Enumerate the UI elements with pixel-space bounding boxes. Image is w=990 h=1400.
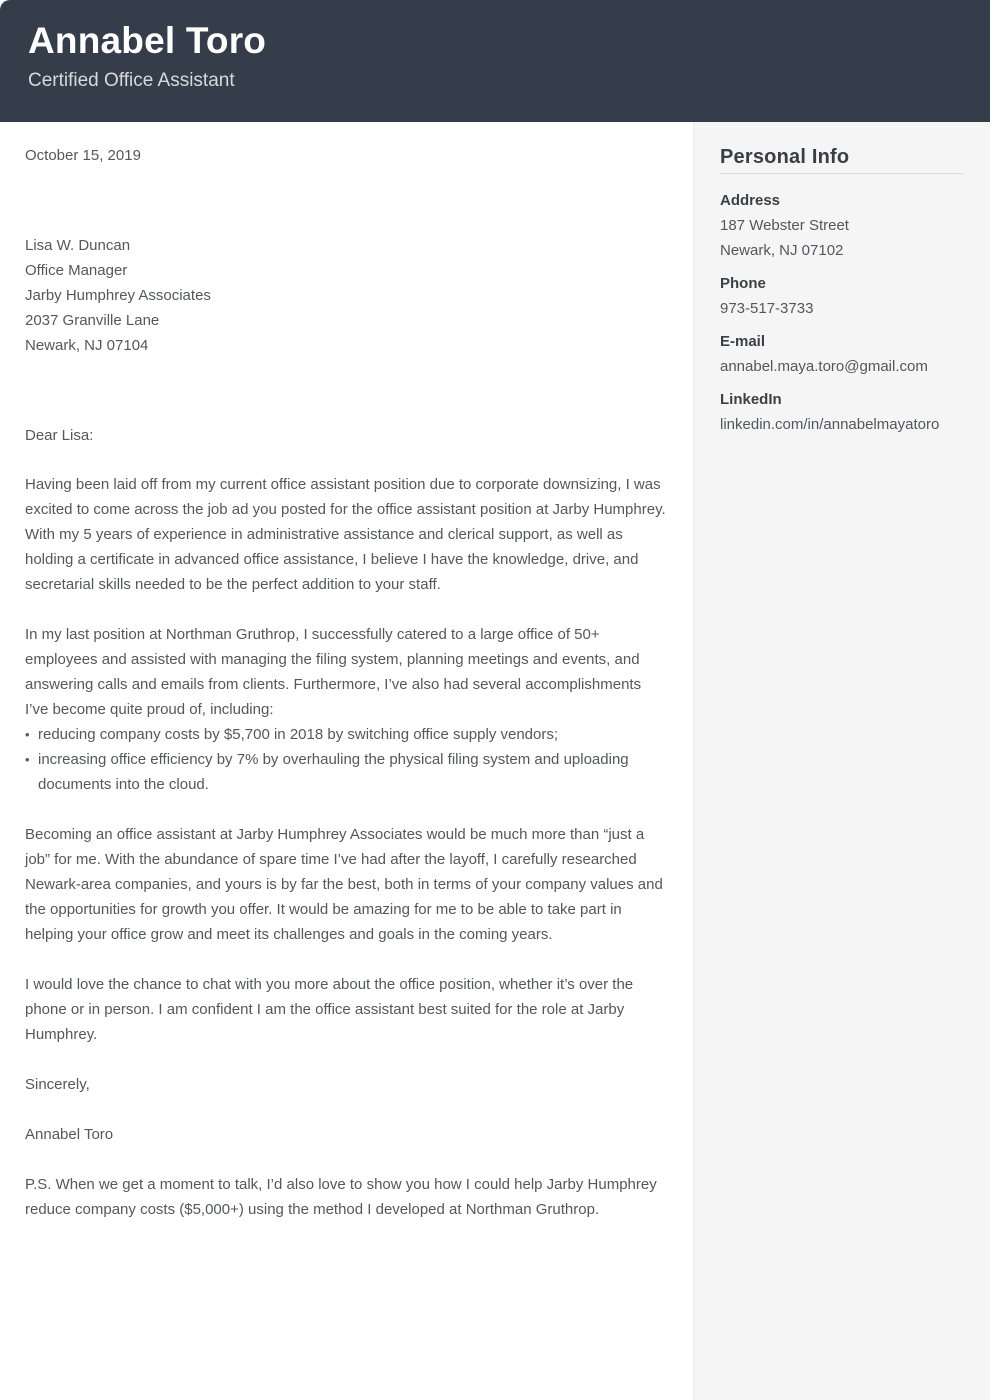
salutation: Dear Lisa: bbox=[25, 427, 94, 444]
recipient-city: Newark, NJ 07104 bbox=[25, 337, 149, 354]
info-group-phone bbox=[720, 271, 963, 321]
list-item bbox=[25, 747, 668, 797]
info-value: 187 Webster Street bbox=[720, 217, 849, 234]
closing: Sincerely, bbox=[25, 1076, 90, 1093]
applicant-name: Annabel Toro bbox=[28, 20, 267, 61]
applicant-job-title: Certified Office Assistant bbox=[28, 70, 235, 91]
info-group-linkedin bbox=[720, 387, 963, 437]
info-group-address bbox=[720, 188, 963, 263]
list-item-text: reducing company costs by $5,700 in 2018 by switching office supply vendors; bbox=[38, 726, 559, 743]
info-label: Phone bbox=[720, 275, 766, 292]
list-item bbox=[25, 722, 668, 747]
letter-body-wrap bbox=[0, 122, 990, 1400]
info-label: E-mail bbox=[720, 333, 766, 350]
paragraph-call-to-action: I would love the chance to chat with you more about the office position, whether it’s over the phone or in person. I am confident I am the office assistant best suited for the role at Jarby Humphrey. bbox=[25, 976, 634, 1043]
info-value: annabel.maya.toro@gmail.com bbox=[720, 358, 928, 375]
postscript: P.S. When we get a moment to talk, I’d also love to show you how I could help Jarby Humphrey reduce company costs ($5,000+) using the method I developed at Northman Gruthrop. bbox=[25, 1176, 657, 1218]
sidebar-heading: Personal Info bbox=[720, 146, 850, 168]
bullet-icon: • bbox=[25, 752, 30, 767]
recipient-company: Jarby Humphrey Associates bbox=[25, 287, 211, 304]
recipient-block bbox=[25, 233, 668, 358]
signature-name: Annabel Toro bbox=[25, 1126, 114, 1143]
paragraph-motivation: Becoming an office assistant at Jarby Humphrey Associates would be much more than “just a job” for me. With the abundance of spare time I’ve had after the layoff, I carefully researched Newark-area companies, and yours is by far the best, both in terms of your company values and the opportunities for growth you offer. It would be amazing for me to be able to take part in helping your office grow and meet its challenges and goals in the coming years. bbox=[25, 826, 663, 943]
recipient-name: Lisa W. Duncan bbox=[25, 237, 131, 254]
info-value: linkedin.com/in/annabelmayatoro bbox=[720, 416, 940, 433]
info-group-email bbox=[720, 329, 963, 379]
bullet-icon: • bbox=[25, 727, 30, 742]
paragraph-experience: In my last position at Northman Gruthrop, I successfully catered to a large office of 50+ employees and assisted with managing the filing system, planning meetings and events, and answering calls and emails from clients. Furthermore, I’ve also had several accomplishments I’ve become quite proud of, including: bbox=[25, 626, 642, 718]
list-item-text: increasing office efficiency by 7% by overhauling the physical filing system and uploading documents into the cloud. bbox=[38, 751, 629, 793]
info-value: 973-517-3733 bbox=[720, 300, 814, 317]
letter-date: October 15, 2019 bbox=[25, 147, 141, 164]
info-value: Newark, NJ 07102 bbox=[720, 242, 844, 259]
paragraph-intro: Having been laid off from my current office assistant position due to corporate downsizing, I was excited to come across the job ad you posted for the office assistant position at Jarby Humphrey. With my 5 years of experience in administrative assistance and clerical support, as well as holding a certificate in advanced office assistance, I believe I have the knowledge, drive, and secretarial skills needed to be the perfect addition to your staff. bbox=[25, 476, 666, 593]
sidebar-divider bbox=[720, 173, 963, 174]
accomplishments-list bbox=[25, 722, 668, 797]
info-label: LinkedIn bbox=[720, 391, 782, 408]
info-label: Address bbox=[720, 192, 781, 209]
personal-info-sidebar bbox=[693, 122, 990, 1400]
recipient-role: Office Manager bbox=[25, 262, 128, 279]
letter-main-column bbox=[0, 122, 693, 1400]
letter-header bbox=[0, 0, 990, 122]
recipient-street: 2037 Granville Lane bbox=[25, 312, 160, 329]
